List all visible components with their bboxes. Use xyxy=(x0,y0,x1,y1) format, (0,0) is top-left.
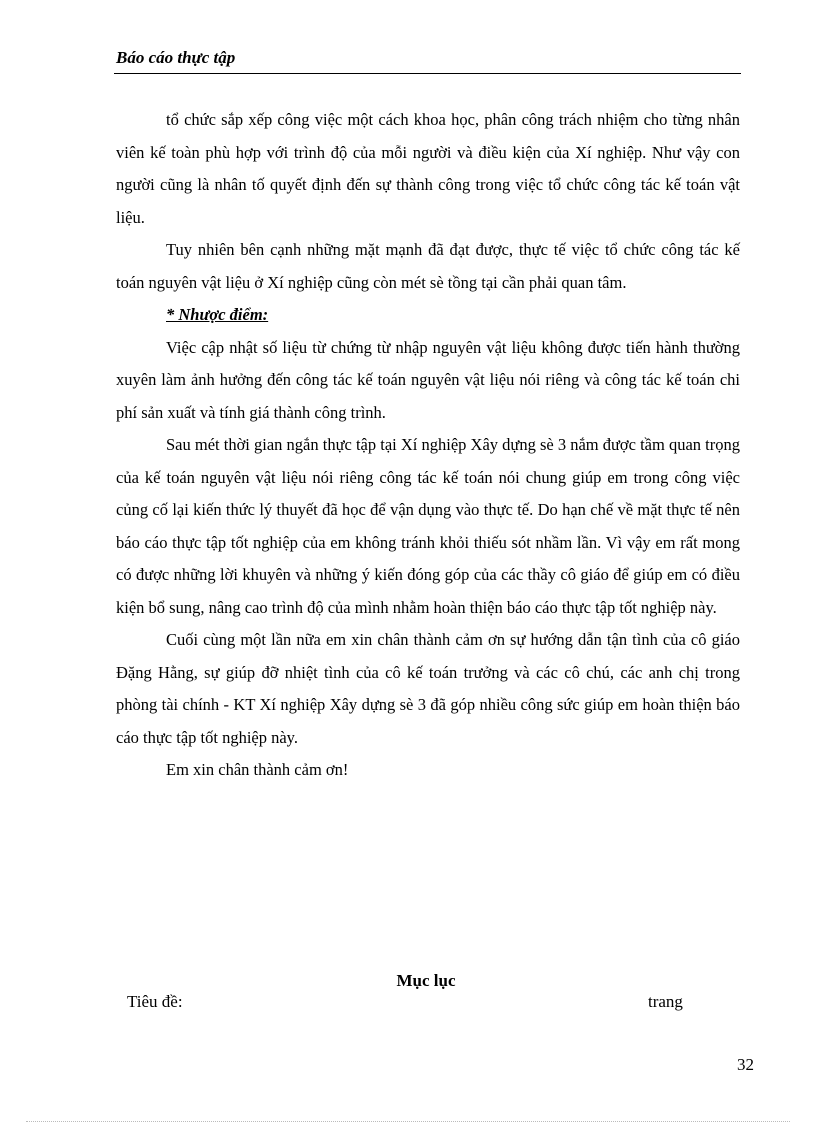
defect-heading: * Nhược điểm: xyxy=(166,305,269,324)
paragraph-2: Tuy nhiên bên cạnh những mặt mạnh đã đạt được, thực tế việc tổ chức công tác kế toán nguyên vật liệu ở Xí nghiệp cũng còn mét sè tồng tại cần phải quan tâm. xyxy=(116,240,740,292)
toc-heading-label: Tiêu đề: xyxy=(127,992,183,1011)
header-rule xyxy=(114,73,741,74)
paragraph-6: Em xin chân thành cảm ơn! xyxy=(166,760,349,779)
footer-rule xyxy=(26,1121,790,1122)
paragraph-5: Cuối cùng một lần nữa em xin chân thành cảm ơn sự hướng dẫn tận tình của cô giáo Đặng Hằng, sự giúp đỡ nhiệt tình của cô kế toán trưởng và các cô chú, các anh chị trong phòng tài chính - KT Xí nghiệp Xây dựng sè 3 đã góp nhiều công sức giúp em hoàn thiện báo cáo thực tập tốt nghiệp này. xyxy=(116,630,740,747)
document-body xyxy=(116,104,740,787)
paragraph-1: tổ chức sắp xếp công việc một cách khoa học, phân công trách nhiệm cho từng nhân viên kế toàn phù hợp với trình độ của mỗi người và điều kiện của Xí nghiệp. Như vậy con người cũng là nhân tố quyết định đến sự thành công trong việc tổ chức công tác kế toán vật liệu. xyxy=(116,110,740,227)
toc-title: Mục lục xyxy=(396,971,456,990)
paragraph-3: Việc cập nhật số liệu từ chứng từ nhập nguyên vật liệu không được tiến hành thường xuyên làm ảnh hưởng đến công tác kế toán nguyên vật liệu nói riêng và công tác kế toán chi phí sản xuất và tính giá thành công trình. xyxy=(116,337,740,422)
header-title: Báo cáo thực tập xyxy=(116,48,236,67)
page-number: 32 xyxy=(737,1055,754,1074)
toc-page-label: trang xyxy=(648,992,683,1011)
paragraph-4: Sau mét thời gian ngắn thực tập tại Xí nghiệp Xây dựng sè 3 nắm được tầm quan trọng của kế toán nguyên vật liệu nói riêng công tác kế toán nói chung giúp em trong công việc củng cố lại kiến thức lý thuyết đã học để vận dụng vào thực tế. Do hạn chế về mặt thực tế nên báo cáo thực tập tốt nghiệp của em không tránh khỏi thiếu sót nhầm lần. Vì vậy em rất mong có được những lời khuyên và những ý kiến đóng góp của các thầy cô giáo để giúp em có điều kiện bổ sung, nâng cao trình độ của mình nhằm hoàn thiện báo cáo thực tập tốt nghiệp này. xyxy=(116,435,740,617)
